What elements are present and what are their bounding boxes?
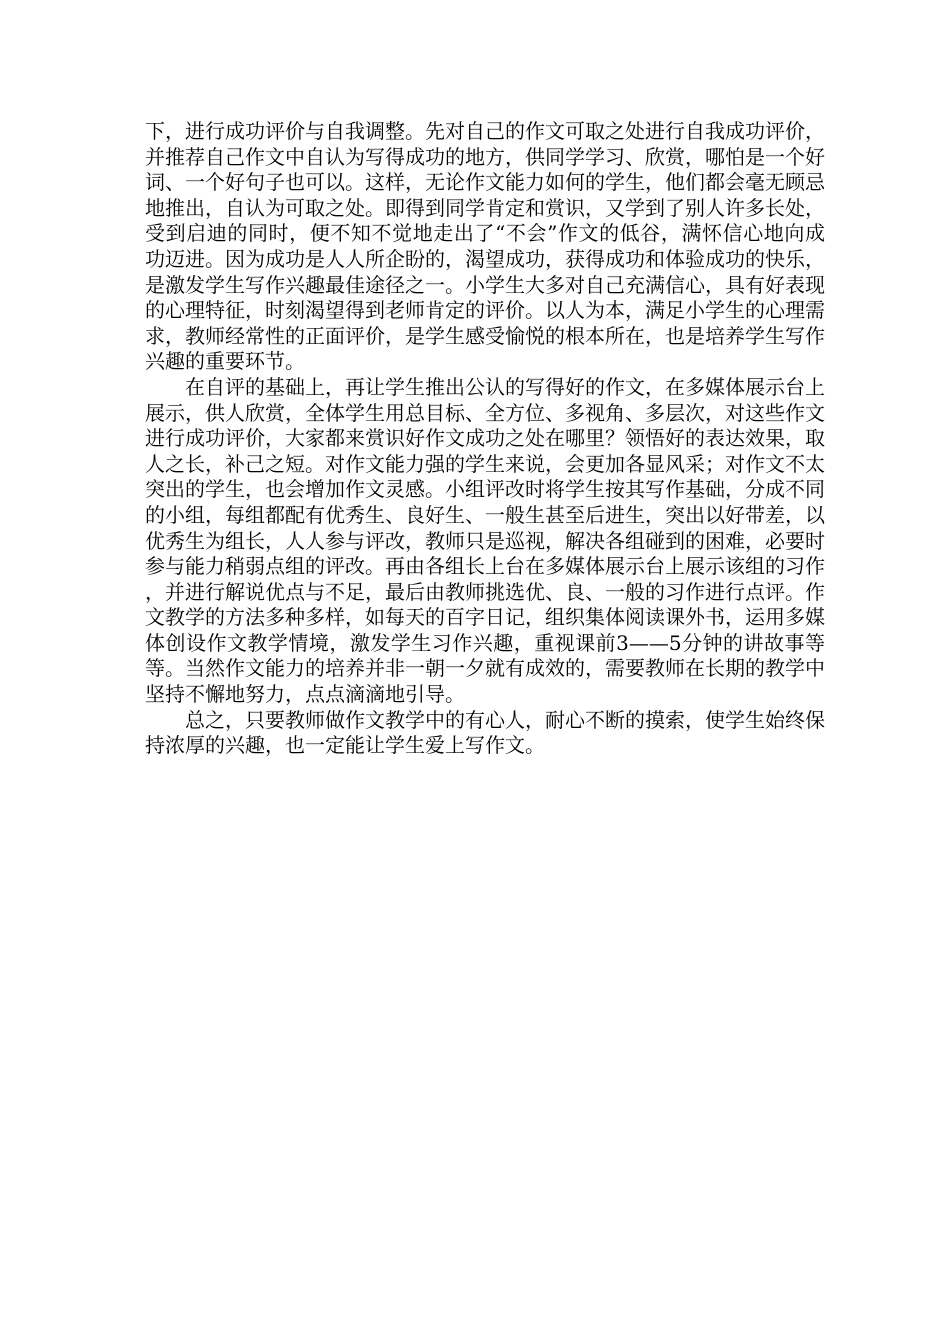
paragraph-peer-review: 在自评的基础上，再让学生推出公认的写得好的作文，在多媒体展示台上展示，供人欣赏，全体学生用总目标、全方位、多视角、多层次，对这些作文进行成功评价，大家都来赏识好作文成功之处在哪里？领悟好的表达效果，取人之长，补己之短。对作文能力强的学生来说，会更加各显风采；对作文不太突出的学生，也会增加作文灵感。小组评改时将学生按其写作基础，分成不同的小组，每组都配有优秀生、良好生、一般生甚至后进生，突出以好带差，以优秀生为组长，人人参与评改，教师只是巡视，解决各组碰到的困难，必要时参与能力稍弱点组的评改。再由各组长上台在多媒体展示台上展示该组的习作，并进行解说优点与不足，最后由教师挑选优、良、一般的习作进行点评。作文教学的方法多种多样，如每天的百字日记，组织集体阅读课外书，运用多媒体创设作文教学情境，激发学生习作兴趣，重视课前3——5分钟的讲故事等等。当然作文能力的培养并非一朝一夕就有成效的，需要教师在长期的教学中坚持不懈地努力，点点滴滴地引导。 — [145, 374, 825, 707]
paragraph-conclusion: 总之，只要教师做作文教学中的有心人，耐心不断的摸索，使学生始终保持浓厚的兴趣，也一定能让学生爱上写作文。 — [145, 707, 825, 758]
document-body — [145, 119, 825, 759]
paragraph-continued: 下，进行成功评价与自我调整。先对自己的作文可取之处进行自我成功评价，并推荐自己作文中自认为写得成功的地方，供同学学习、欣赏，哪怕是一个好词、一个好句子也可以。这样，无论作文能力如何的学生，他们都会毫无顾忌地推出，自认为可取之处。即得到同学肯定和赏识，又学到了别人许多长处，受到启迪的同时，便不知不觉地走出了“不会”作文的低谷，满怀信心地向成功迈进。因为成功是人人所企盼的，渴望成功，获得成功和体验成功的快乐，是激发学生写作兴趣最佳途径之一。小学生大多对自己充满信心，具有好表现的心理特征，时刻渴望得到老师肯定的评价。以人为本，满足小学生的心理需求，教师经常性的正面评价，是学生感受愉悦的根本所在，也是培养学生写作兴趣的重要环节。 — [145, 119, 825, 374]
